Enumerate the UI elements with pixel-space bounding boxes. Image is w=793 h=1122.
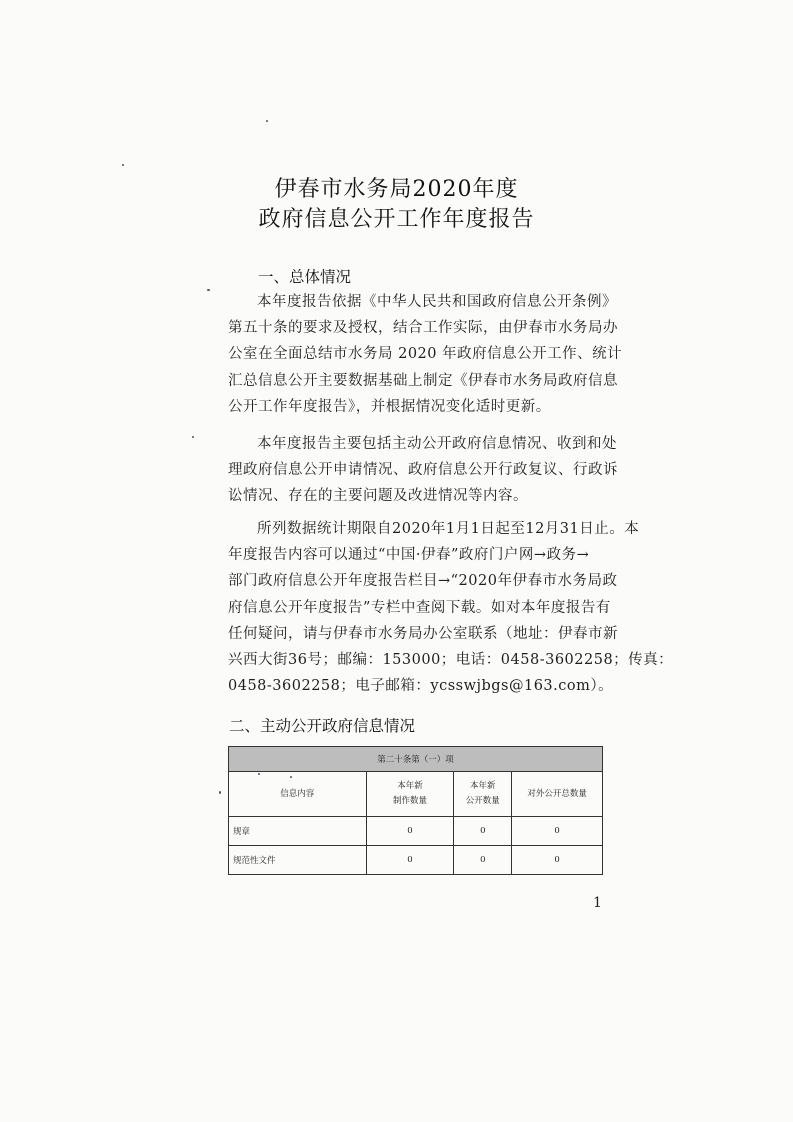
- text-line: 兴西大街36号；邮编：153000；电话：0458-3602258；传真：: [228, 652, 674, 669]
- text-line: 汇总信息公开主要数据基础上制定《伊春市水务局政府信息: [228, 372, 618, 389]
- table-cell: 0: [512, 846, 603, 875]
- text-line: 府信息公开年度报告”专栏中查阅下载。如对本年度报告有: [228, 599, 611, 616]
- text-line: 公室在全面总结市水务局 2020 年政府信息公开工作、统计: [228, 346, 623, 363]
- table-cell: 0: [366, 817, 454, 846]
- text-line: 0458-3602258；电子邮箱：ycsswjbgs@163.com）。: [228, 678, 614, 695]
- table-row: [229, 817, 603, 846]
- scan-speck: [122, 164, 124, 166]
- page-number: 1: [593, 895, 602, 911]
- text-line: 讼情况、存在的主要问题及改进情况等内容。: [228, 488, 528, 505]
- text-line: 年度报告内容可以通过“中国·伊春”政府门户网→政务→: [228, 547, 590, 564]
- col-header-new-published: [454, 772, 512, 817]
- table-cell: 0: [454, 817, 512, 846]
- table-caption: 第二十条第（一）项: [229, 747, 603, 772]
- section1-paragraph-1: [228, 289, 623, 420]
- table-cell: 0: [512, 817, 603, 846]
- scan-speck: [258, 773, 260, 775]
- col-header-info-content: [229, 772, 367, 817]
- section1-heading: 一、总体情况: [258, 268, 352, 286]
- text-line: 任何疑问，请与伊春市水务局办公室联系（地址：伊春市新: [228, 625, 618, 642]
- section2-heading: 二、主动公开政府信息情况: [229, 717, 416, 735]
- text-line: 本年度报告依据《中华人民共和国政府信息公开条例》: [257, 294, 617, 310]
- table-cell: 规章: [229, 817, 367, 846]
- scan-speck: [192, 436, 194, 438]
- header-label: 对外公开总数量: [527, 788, 587, 799]
- disclosure-table: [228, 746, 603, 875]
- header-label: 信息内容: [280, 788, 315, 799]
- text-line: 理政府信息公开申请情况、政府信息公开行政复议、行政诉: [228, 462, 618, 479]
- scan-speck: [219, 791, 221, 794]
- scan-speck: [207, 289, 210, 291]
- header-label: 本年新 公开数量: [465, 781, 500, 806]
- col-header-total-published: [512, 772, 603, 817]
- col-header-new-created: [366, 772, 454, 817]
- table-row: [229, 846, 603, 875]
- table-cell: 规范性文件: [229, 846, 367, 875]
- scan-speck: [266, 120, 268, 122]
- text-line: 第五十条的要求及授权，结合工作实际，由伊春市水务局办: [228, 320, 618, 337]
- section1-paragraph-3: [228, 516, 674, 699]
- text-line: 公开工作年度报告》，并根据情况变化适时更新。: [228, 398, 551, 415]
- header-label: 本年新 制作数量: [392, 781, 427, 806]
- text-line: 本年度报告主要包括主动公开政府信息情况、收到和处: [257, 436, 617, 452]
- table-cell: 0: [454, 846, 512, 875]
- section1-paragraph-2: [228, 431, 618, 510]
- report-title-line2: 政府信息公开工作年度报告: [258, 207, 535, 232]
- text-line: 部门政府信息公开年度报告栏目→“2020年伊春市水务局政: [228, 573, 618, 590]
- text-line: 所列数据统计期限自2020年1月1日起至12月31日止。本: [257, 521, 640, 537]
- table-cell: 0: [366, 846, 454, 875]
- scan-speck: [290, 776, 292, 778]
- report-title-line1: 伊春市水务局2020年度: [274, 177, 519, 202]
